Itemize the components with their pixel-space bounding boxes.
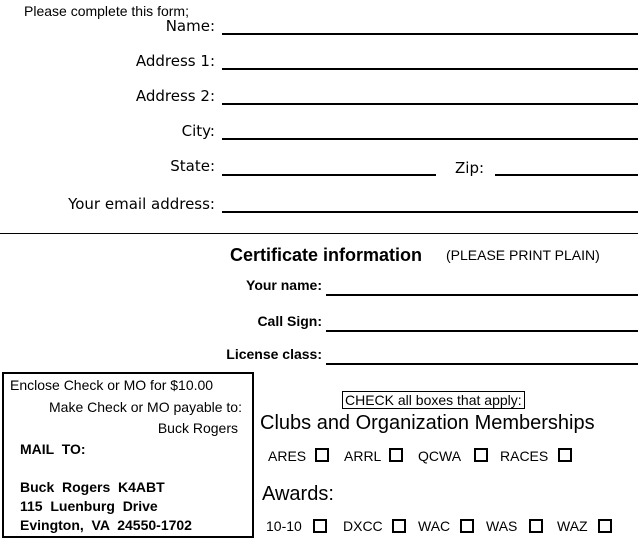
checkbox-arrl[interactable]: [389, 448, 403, 462]
call-sign-label: Call Sign:: [257, 313, 322, 329]
city-label: City:: [181, 122, 215, 140]
email-field[interactable]: [222, 211, 638, 213]
mail-address-line1: Buck Rogers K4ABT: [20, 479, 165, 495]
license-class-field[interactable]: [326, 363, 638, 365]
call-sign-field[interactable]: [326, 330, 638, 332]
form-instruction: Please complete this form;: [24, 3, 189, 19]
license-class-label: License class:: [226, 346, 322, 362]
mail-to-label: MAIL TO:: [20, 441, 86, 457]
payable-to-text: Make Check or MO payable to:: [49, 399, 242, 415]
state-field[interactable]: [222, 174, 436, 176]
checkbox-wac[interactable]: [460, 519, 474, 533]
check-instruction: CHECK all boxes that apply:: [342, 391, 525, 409]
award-label-dxcc: DXCC: [343, 518, 383, 534]
mail-address-line3: Evington, VA 24550-1702: [20, 517, 192, 533]
name-label: Name:: [165, 17, 215, 35]
zip-label: Zip:: [455, 159, 485, 177]
awards-title: Awards:: [262, 483, 334, 505]
email-label: Your email address:: [68, 195, 215, 213]
certificate-title: Certificate information: [230, 245, 423, 265]
zip-field[interactable]: [495, 174, 638, 176]
club-label-ares: ARES: [268, 448, 307, 464]
address1-label: Address 1:: [135, 52, 215, 70]
your-name-label: Your name:: [246, 277, 322, 293]
checkbox-ares[interactable]: [315, 448, 329, 462]
award-label-wac: WAC: [418, 518, 451, 534]
checkbox-was[interactable]: [529, 519, 543, 533]
club-label-arrl: ARRL: [344, 448, 382, 464]
name-field[interactable]: [222, 33, 638, 35]
section-divider: [0, 233, 638, 234]
address2-field[interactable]: [222, 103, 638, 105]
certificate-note: (PLEASE PRINT PLAIN): [446, 247, 600, 263]
city-field[interactable]: [222, 138, 638, 140]
club-label-races: RACES: [500, 448, 549, 464]
address1-field[interactable]: [222, 68, 638, 70]
payment-amount-text: Enclose Check or MO for $10.00: [10, 377, 214, 393]
checkbox-10-10[interactable]: [313, 519, 327, 533]
payment-box: [2, 372, 254, 538]
club-label-qcwa: QCWA: [418, 448, 462, 464]
checkbox-dxcc[interactable]: [392, 519, 406, 533]
mail-address-line2: 115 Luenburg Drive: [20, 498, 158, 514]
your-name-field[interactable]: [326, 294, 638, 296]
clubs-title: Clubs and Organization Memberships: [260, 412, 595, 434]
checkbox-races[interactable]: [558, 448, 572, 462]
award-label-10-10: 10-10: [266, 518, 302, 534]
checkbox-waz[interactable]: [598, 519, 612, 533]
state-label: State:: [170, 157, 215, 175]
checkbox-qcwa[interactable]: [474, 448, 488, 462]
payee-name: Buck Rogers: [157, 420, 238, 436]
award-label-waz: WAZ: [557, 518, 588, 534]
award-label-was: WAS: [486, 518, 518, 534]
address2-label: Address 2:: [135, 87, 215, 105]
